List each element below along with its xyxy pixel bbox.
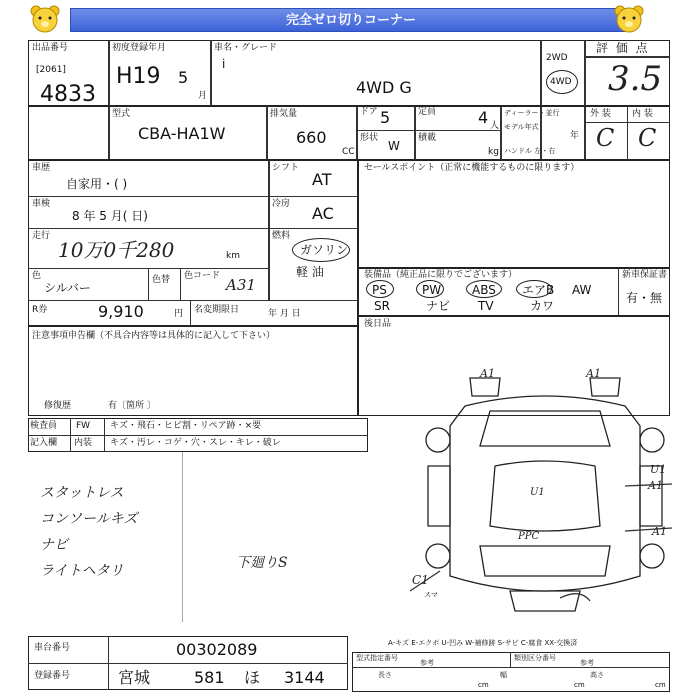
name-change-label: 名変期限日 (194, 305, 240, 315)
year-unit: 年 (570, 131, 580, 141)
inspection-value: 8 年 5 月( 日) (72, 209, 148, 223)
registration-class: 581 (194, 668, 225, 687)
registration-number: 3144 (284, 668, 325, 687)
handwritten-note-right: 下廻りS (236, 555, 288, 571)
recycle-label: R券 (32, 305, 48, 315)
repair-label: 修復歴 (44, 401, 72, 411)
bear-mascot-icon (28, 4, 62, 34)
km-unit: km (226, 251, 240, 261)
equipment-circle (416, 280, 444, 298)
handwritten-note-3: ナビ (40, 537, 68, 553)
dealer-label: ディーラー・並行 (504, 109, 560, 117)
width-unit: cm (574, 681, 585, 689)
banner-title: 完全ゼロ切りコーナー (285, 13, 416, 28)
registration-kana: ほ (244, 668, 261, 687)
registration-label: 登録番号 (34, 671, 71, 681)
recycle-amount: 9,910 (98, 302, 144, 321)
damage-mark: A1 (586, 367, 601, 380)
damage-mark: スマ (424, 591, 438, 599)
equipment-item: カワ (530, 299, 555, 313)
interior-label: 内 装 (632, 109, 653, 119)
doors-label: ドア (360, 107, 378, 117)
lot-sub: [2061] (36, 65, 66, 75)
shift-value: AT (312, 170, 332, 189)
equipment-item: PW (422, 283, 442, 297)
dimensions-box (352, 652, 670, 692)
fuel-diesel: 軽 油 (296, 265, 324, 279)
model-year-label: モデル年式 (504, 123, 539, 131)
fuel-gas: ガソリン (300, 243, 349, 257)
damage-mark: PPC (518, 531, 540, 542)
color-change-label: 色替 (152, 275, 171, 285)
color-label: 色 (32, 271, 42, 281)
handwritten-note-4: ライトヘタリ (40, 563, 124, 579)
sales-point-label: セールスポイント（正常に機能するものに限ります） (364, 163, 580, 173)
shift-label: シフト (272, 163, 300, 173)
registration-prefecture: 宮城 (118, 668, 151, 687)
doors-value: 5 (380, 108, 391, 127)
equipment-item: ナビ (426, 299, 451, 313)
damage-legend: A-キズ E-エクボ U-凹み W-補修跡 S-サビ C-腐食 XX-交換済 (388, 639, 578, 647)
person-unit: 人 (490, 121, 500, 131)
model-name: i (222, 57, 226, 71)
exterior-row: キズ・飛石・ヒビ割・リペア跡・×要 (110, 421, 262, 431)
handwritten-note-2: コンソールキズ (40, 511, 138, 527)
month-unit: 月 (198, 91, 208, 101)
type-designation-label: 型式指定番号 (356, 654, 398, 662)
damage-mark: U1 (530, 487, 545, 498)
lot-number-label: 出品番号 (32, 43, 69, 53)
fw-label: FW (76, 421, 91, 431)
handle-label: ハンドル 左・右 (504, 147, 556, 155)
model-grade-label: 車名・グレード (214, 43, 278, 53)
handwritten-note-1: スタットレス (40, 485, 124, 501)
type-label: 型式 (112, 109, 131, 119)
repair-value: 有〔箇所 〕 (108, 401, 156, 411)
banner (0, 0, 700, 38)
equipment-circle (466, 280, 502, 298)
equipment-label: 装備品（純正品に限りでございます） (364, 270, 518, 280)
equipment-circle (366, 280, 394, 298)
length-unit: cm (478, 681, 489, 689)
exterior-grade: C (596, 124, 615, 152)
ac-value: AC (312, 204, 334, 223)
damage-mark: A1 (652, 525, 667, 538)
notes-title: 注意事項申告欄（不具合内容等は具体的に記入して下さい） (32, 331, 276, 341)
drive-value: 4WD (550, 77, 572, 87)
interior-grade: C (638, 124, 657, 152)
damage-mark: A1 (480, 367, 495, 380)
equipment-circle (516, 280, 555, 298)
damage-mark: U1 (650, 463, 667, 476)
displacement-label: 排気量 (270, 109, 298, 119)
drive-label: 2WD (546, 53, 568, 63)
equipment-item: エアB (522, 283, 555, 297)
equipment-item: AW (572, 283, 592, 297)
height-unit: cm (655, 681, 666, 689)
first-registration-month: 5 (178, 68, 189, 87)
width-label: 幅 (500, 671, 507, 679)
displacement-value: 660 (296, 128, 327, 147)
yen-unit: 円 (174, 309, 184, 319)
inspector-label: 検査員 (30, 421, 58, 431)
chassis-label: 車台番号 (34, 643, 71, 653)
height-label: 高さ (590, 671, 604, 679)
color-code-label: 色コード (184, 271, 221, 281)
kg-unit: kg (488, 147, 499, 157)
color-code-value: A31 (226, 276, 256, 294)
shape-label: 形状 (360, 133, 379, 143)
class-number-label: 類別区分番号 (514, 654, 556, 662)
equipment-item: ABS (472, 283, 496, 297)
history-value: 自家用・( ) (66, 177, 128, 191)
interior-tag: 内装 (74, 438, 93, 448)
ac-label: 冷房 (272, 199, 291, 209)
lot-number: 4833 (40, 82, 96, 107)
sales-point-box (358, 160, 670, 268)
damage-mark: C1 (412, 573, 429, 587)
name-change-value: 年 月 日 (268, 309, 301, 319)
interior-row: キズ・汚レ・コゲ・穴・スレ・キレ・破レ (110, 438, 281, 448)
capacity-value: 4 (478, 108, 489, 127)
cc-unit: CC (342, 147, 355, 157)
exterior-label: 外 装 (590, 109, 611, 119)
length-label: 長さ (378, 671, 392, 679)
inspection-label: 車検 (32, 199, 51, 209)
bear-mascot-icon (612, 4, 646, 34)
rear-items-label: 後日品 (364, 319, 392, 329)
type-designation-sub: 参考 (420, 659, 434, 667)
history-label: 車歴 (32, 163, 51, 173)
damage-mark: A1 (648, 479, 663, 492)
mileage-value: 10万0千280 (58, 238, 175, 262)
new-car-warranty-value: 有・無 (626, 291, 663, 305)
load-label: 積載 (418, 133, 437, 143)
shape-value: W (388, 139, 400, 153)
fuel-label: 燃料 (272, 231, 291, 241)
new-car-warranty-label: 新車保証書 (622, 270, 668, 280)
score-label: 評 価 点 (596, 41, 650, 55)
car-damage-diagram (410, 366, 680, 622)
first-registration-label: 初度登録年月 (112, 43, 167, 53)
color-value: シルバー (44, 281, 91, 295)
entry-label: 記入欄 (30, 438, 58, 448)
capacity-label: 定員 (418, 107, 437, 117)
banner-bar (70, 8, 630, 32)
chassis-value: 00302089 (176, 640, 258, 659)
grade: 4WD G (356, 78, 412, 97)
class-number-sub: 参考 (580, 659, 594, 667)
equipment-item: PS (372, 283, 387, 297)
first-registration-era: H19 (116, 64, 161, 89)
equipment-item: SR (374, 299, 390, 313)
mileage-label: 走行 (32, 231, 51, 241)
type-value: CBA-HA1W (138, 124, 226, 143)
equipment-item: TV (478, 299, 494, 313)
score-value: 3.5 (608, 59, 663, 99)
